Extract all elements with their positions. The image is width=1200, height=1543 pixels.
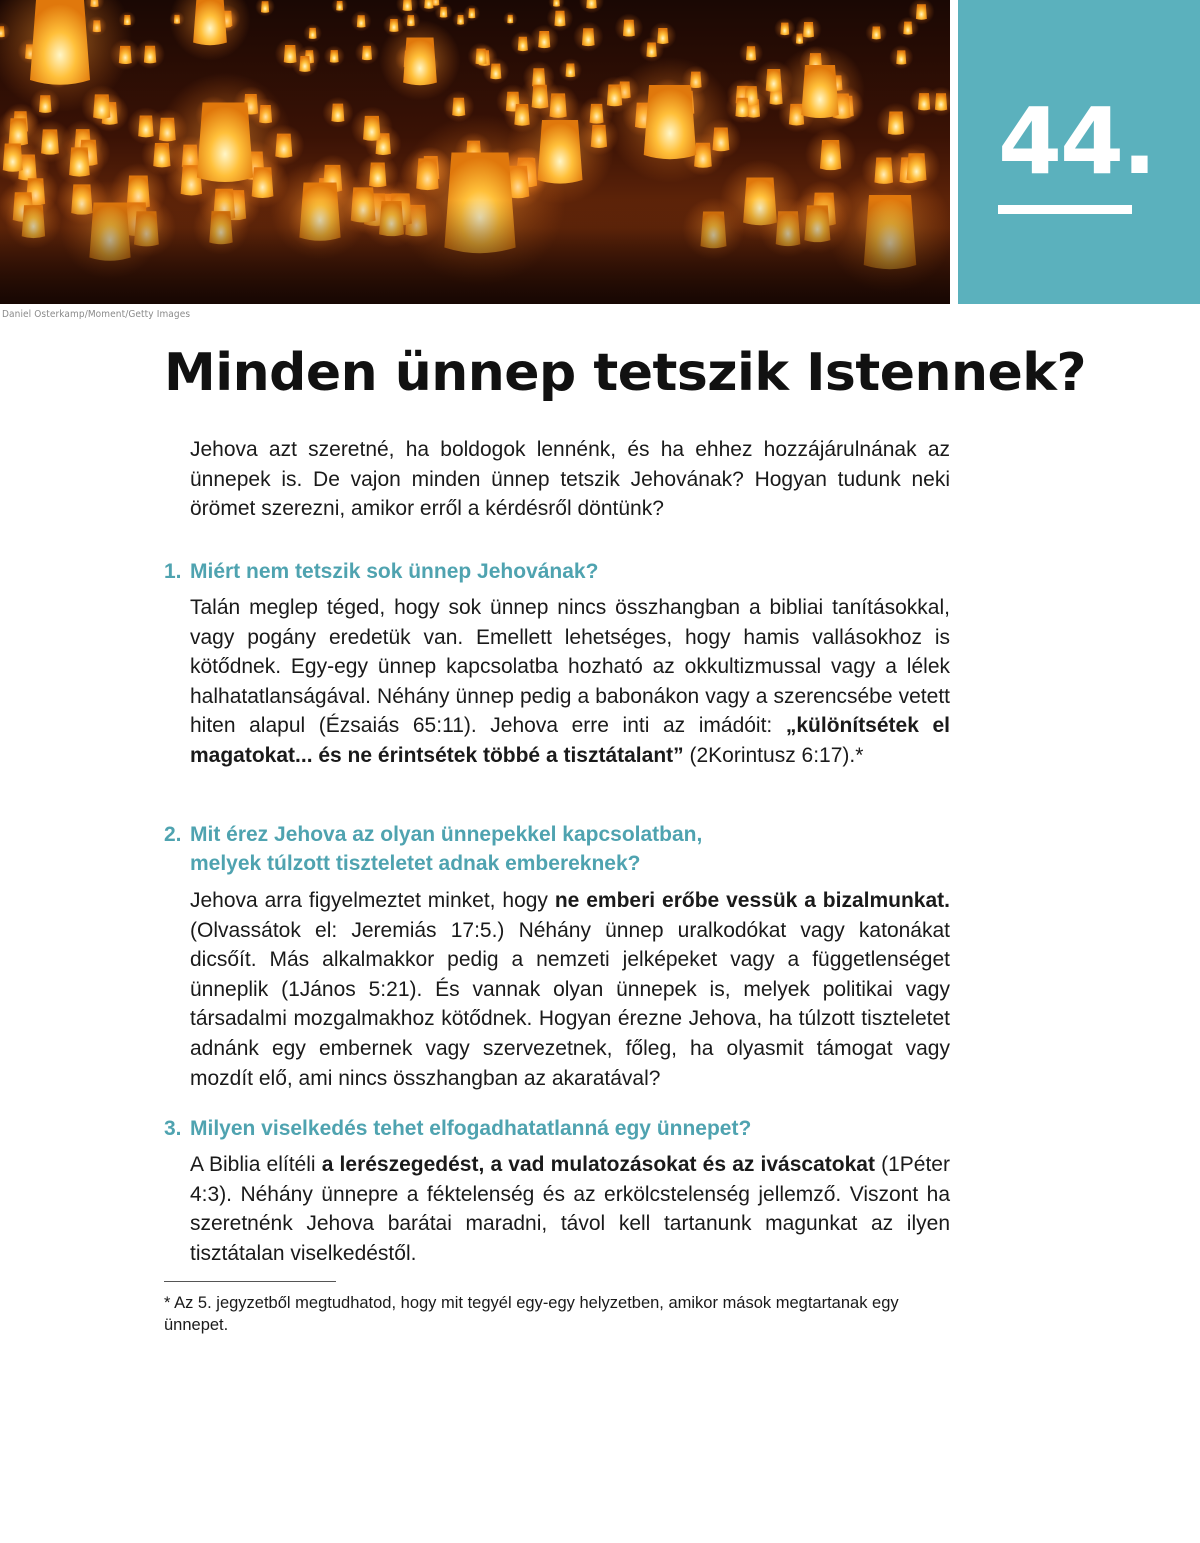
question-text-line2: melyek túlzott tiszteletet adnak embereknek? [190,852,641,875]
footnote: * Az 5. jegyzetből megtudhatod, hogy mit tegyél egy-egy helyzetben, amikor mások megtartanak egy ünnepet. [164,1294,899,1334]
footnote-divider [164,1281,336,1282]
page-title: Minden ünnep tetszik Istennek? [164,343,1087,403]
answer-text-end: (1Péter 4:3). Néhány ünnepre a féktelenség és az erkölcstelenség jellemző. Viszont ha szeretnénk Jehova barátai maradni, távol kell tartanunk magunkat az ilyen tisztátalan viselkedéstől. [190,1153,950,1265]
question-2 [164,820,964,878]
answer-text: Talán meglep téged, hogy sok ünnep nincs összhangban a bibliai tanításokkal, vagy pogány eredetük van. Emellett lehetséges, hogy hamis vallásokhoz is kötődnek. Egy-egy ünnep kapcsolatba hozható az okkultizmussal vagy a lélek halhatatlanságával. Néhány ünnep pedig a babonákon vagy a szerencsébe vetett hiten alapul (Ézsaiás 65:11). Jehova erre inti az imádóit: [190,596,950,738]
question-number: 3. [164,1117,182,1140]
answer-emphasis: ne emberi erőbe vessük a bizalmunkat. [554,889,950,912]
lantern-illustration [0,0,950,304]
chapter-number: 44. [998,88,1155,195]
answer-2 [190,886,950,1093]
intro-paragraph: Jehova azt szeretné, ha boldogok lennénk, és ha ehhez hozzájárulnának az ünnepek is. De vajon minden ünnep tetszik Jehovának? Hogyan tudunk neki örömet szerezni, amikor erről a kérdésről döntünk? [190,438,950,521]
answer-text-end: (Olvassátok el: Jeremiás 17:5.) Néhány ünnep uralkodókat vagy katonákat dicsőít. Más alkalmakkor pedig a nemzeti jelképeket vagy a függetlenséget ünneplik (1János 5:21). És vannak olyan ünnepek is, melyek politikai vagy társadalmi mozgalmakhoz kötődnek. Hogyan érezne Jehova, ha túlzott tiszteletet adnánk egy embernek vagy szervezetnek, főleg, ha olyasmit támogat vagy mozdít elő, ami nincs összhangban az akaratával? [190,918,950,1090]
question-number: 1. [164,560,182,583]
photo-credit: Daniel Osterkamp/Moment/Getty Images [2,309,191,320]
hero-photo-lanterns [0,0,950,304]
answer-1 [190,593,950,771]
question-text: Milyen viselkedés tehet elfogadhatatlanná egy ünnepet? [190,1117,752,1140]
answer-emphasis: a lerészegedést, a vad mulatozásokat és az iváscatokat [321,1153,875,1176]
question-text-line1: Mit érez Jehova az olyan ünnepekkel kapcsolatban, [190,823,703,846]
question-text: Miért nem tetszik sok ünnep Jehovának? [190,560,599,583]
answer-text: Jehova arra figyelmeztet minket, hogy [190,889,555,912]
answer-text: A Biblia elítéli [190,1153,322,1176]
answer-emphasis: „különítsétek el magatokat... és ne érintsétek többé a tisztátalant” [190,714,950,767]
question-number: 2. [164,823,182,846]
chapter-underline [998,205,1132,214]
chapter-number-box [958,0,1200,304]
question-3 [164,1114,964,1143]
answer-text-end: (2Korintusz 6:17).* [683,743,864,767]
question-1 [164,557,964,586]
answer-3 [190,1150,950,1268]
